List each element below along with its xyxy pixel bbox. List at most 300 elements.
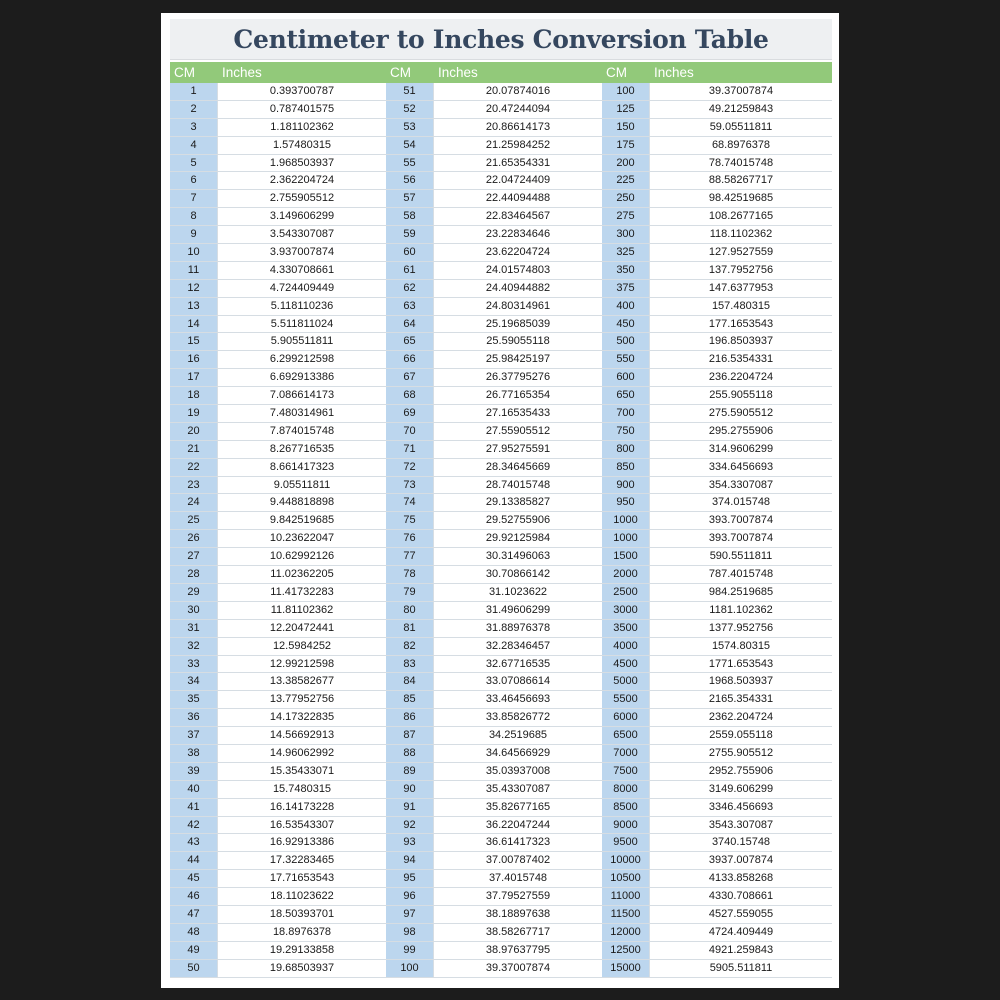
table-row — [170, 906, 386, 924]
cm-cell: 73 — [386, 477, 434, 494]
inches-cell: 68.8976378 — [650, 137, 832, 154]
cm-cell: 34 — [170, 673, 218, 690]
inches-cell: 38.18897638 — [434, 906, 602, 923]
table-row — [170, 226, 386, 244]
inches-cell: 4.724409449 — [218, 280, 386, 297]
table-row — [602, 906, 832, 924]
table-row — [386, 870, 602, 888]
inches-cell: 30.70866142 — [434, 566, 602, 583]
table-row — [602, 745, 832, 763]
table-row — [386, 477, 602, 495]
table-row — [386, 494, 602, 512]
inches-cell: 33.85826772 — [434, 709, 602, 726]
table-row — [170, 477, 386, 495]
column-header — [386, 62, 602, 83]
table-row — [170, 333, 386, 351]
inches-cell: 17.71653543 — [218, 870, 386, 887]
inches-cell: 36.22047244 — [434, 817, 602, 834]
table-row — [386, 566, 602, 584]
cm-cell: 83 — [386, 656, 434, 673]
table-row — [602, 512, 832, 530]
table-row — [170, 691, 386, 709]
cm-cell: 7500 — [602, 763, 650, 780]
inches-cell: 18.11023622 — [218, 888, 386, 905]
table-row — [602, 459, 832, 477]
cm-cell: 66 — [386, 351, 434, 368]
cm-cell: 43 — [170, 834, 218, 851]
table-row — [170, 888, 386, 906]
table-row — [386, 441, 602, 459]
cm-cell: 13 — [170, 298, 218, 315]
table-row — [386, 620, 602, 638]
inches-cell: 393.7007874 — [650, 530, 832, 547]
cm-cell: 5000 — [602, 673, 650, 690]
cm-cell: 72 — [386, 459, 434, 476]
inches-cell: 3543.307087 — [650, 817, 832, 834]
inches-cell: 13.77952756 — [218, 691, 386, 708]
cm-cell: 63 — [386, 298, 434, 315]
cm-cell: 375 — [602, 280, 650, 297]
table-row — [602, 709, 832, 727]
cm-cell: 550 — [602, 351, 650, 368]
table-row — [602, 888, 832, 906]
table-row — [602, 190, 832, 208]
inches-cell: 1771.653543 — [650, 656, 832, 673]
table-row — [602, 924, 832, 942]
cm-cell: 65 — [386, 333, 434, 350]
cm-cell: 29 — [170, 584, 218, 601]
inches-cell: 18.50393701 — [218, 906, 386, 923]
inches-cell: 5.118110236 — [218, 298, 386, 315]
inches-cell: 3149.606299 — [650, 781, 832, 798]
inches-cell: 10.62992126 — [218, 548, 386, 565]
inches-cell: 4724.409449 — [650, 924, 832, 941]
column-group-1 — [170, 62, 386, 978]
inches-cell: 334.6456693 — [650, 459, 832, 476]
inches-cell: 25.19685039 — [434, 316, 602, 333]
table-row — [170, 548, 386, 566]
inches-cell: 14.56692913 — [218, 727, 386, 744]
table-row — [602, 942, 832, 960]
table-row — [386, 387, 602, 405]
cm-cell: 9 — [170, 226, 218, 243]
inches-cell: 0.393700787 — [218, 83, 386, 100]
cm-cell: 200 — [602, 155, 650, 172]
inches-cell: 36.61417323 — [434, 834, 602, 851]
cm-cell: 87 — [386, 727, 434, 744]
inches-cell: 118.1102362 — [650, 226, 832, 243]
cm-cell: 92 — [386, 817, 434, 834]
table-row — [170, 280, 386, 298]
table-row — [386, 834, 602, 852]
table-row — [170, 834, 386, 852]
table-row — [170, 638, 386, 656]
cm-cell: 5500 — [602, 691, 650, 708]
table-row — [170, 387, 386, 405]
inches-cell: 19.68503937 — [218, 960, 386, 977]
inches-cell: 2755.905512 — [650, 745, 832, 762]
table-row — [386, 423, 602, 441]
inches-cell: 15.35433071 — [218, 763, 386, 780]
inches-cell: 374.015748 — [650, 494, 832, 511]
table-row — [386, 155, 602, 173]
cm-cell: 30 — [170, 602, 218, 619]
inches-cell: 295.2755906 — [650, 423, 832, 440]
cm-cell: 8000 — [602, 781, 650, 798]
inches-cell: 35.43307087 — [434, 781, 602, 798]
table-row — [386, 244, 602, 262]
cm-cell: 41 — [170, 799, 218, 816]
inches-cell: 10.23622047 — [218, 530, 386, 547]
table-row — [602, 119, 832, 137]
cm-cell: 91 — [386, 799, 434, 816]
table-row — [170, 351, 386, 369]
cm-cell: 2000 — [602, 566, 650, 583]
cm-cell: 12500 — [602, 942, 650, 959]
inches-cell: 13.38582677 — [218, 673, 386, 690]
cm-cell: 17 — [170, 369, 218, 386]
header-inches: Inches — [222, 65, 262, 80]
table-row — [170, 244, 386, 262]
table-row — [386, 852, 602, 870]
inches-cell: 14.17322835 — [218, 709, 386, 726]
table-row — [386, 190, 602, 208]
cm-cell: 5 — [170, 155, 218, 172]
table-row — [602, 333, 832, 351]
cm-cell: 31 — [170, 620, 218, 637]
table-row — [386, 298, 602, 316]
table-row — [386, 888, 602, 906]
cm-cell: 84 — [386, 673, 434, 690]
table-row — [602, 262, 832, 280]
table-row — [170, 799, 386, 817]
inches-cell: 2.362204724 — [218, 172, 386, 189]
cm-cell: 70 — [386, 423, 434, 440]
table-row — [386, 280, 602, 298]
inches-cell: 147.6377953 — [650, 280, 832, 297]
inches-cell: 39.37007874 — [434, 960, 602, 977]
table-row — [602, 638, 832, 656]
cm-cell: 1500 — [602, 548, 650, 565]
inches-cell: 108.2677165 — [650, 208, 832, 225]
cm-cell: 650 — [602, 387, 650, 404]
inches-cell: 1968.503937 — [650, 673, 832, 690]
header-cm: CM — [390, 65, 411, 80]
cm-cell: 3 — [170, 119, 218, 136]
cm-cell: 25 — [170, 512, 218, 529]
cm-cell: 7 — [170, 190, 218, 207]
cm-cell: 9500 — [602, 834, 650, 851]
cm-cell: 74 — [386, 494, 434, 511]
cm-cell: 45 — [170, 870, 218, 887]
cm-cell: 81 — [386, 620, 434, 637]
cm-cell: 36 — [170, 709, 218, 726]
table-row — [386, 763, 602, 781]
cm-cell: 38 — [170, 745, 218, 762]
inches-cell: 590.5511811 — [650, 548, 832, 565]
cm-cell: 11 — [170, 262, 218, 279]
table-row — [602, 208, 832, 226]
inches-cell: 24.80314961 — [434, 298, 602, 315]
inches-cell: 18.8976378 — [218, 924, 386, 941]
inches-cell: 5905.511811 — [650, 960, 832, 977]
table-row — [386, 602, 602, 620]
inches-cell: 23.62204724 — [434, 244, 602, 261]
inches-cell: 8.267716535 — [218, 441, 386, 458]
table-row — [170, 369, 386, 387]
inches-cell: 33.46456693 — [434, 691, 602, 708]
cm-cell: 97 — [386, 906, 434, 923]
table-row — [170, 405, 386, 423]
inches-cell: 314.9606299 — [650, 441, 832, 458]
inches-cell: 984.2519685 — [650, 584, 832, 601]
cm-cell: 78 — [386, 566, 434, 583]
cm-cell: 99 — [386, 942, 434, 959]
cm-cell: 3500 — [602, 620, 650, 637]
inches-cell: 35.82677165 — [434, 799, 602, 816]
cm-cell: 6 — [170, 172, 218, 189]
table-row — [602, 387, 832, 405]
conversion-table — [170, 62, 832, 978]
cm-cell: 6500 — [602, 727, 650, 744]
cm-cell: 14 — [170, 316, 218, 333]
table-row — [386, 351, 602, 369]
cm-cell: 2 — [170, 101, 218, 118]
table-row — [602, 441, 832, 459]
table-row — [602, 870, 832, 888]
table-row — [386, 226, 602, 244]
inches-cell: 787.4015748 — [650, 566, 832, 583]
inches-cell: 32.28346457 — [434, 638, 602, 655]
inches-cell: 1181.102362 — [650, 602, 832, 619]
table-row — [170, 620, 386, 638]
inches-cell: 49.21259843 — [650, 101, 832, 118]
inches-cell: 98.42519685 — [650, 190, 832, 207]
inches-cell: 78.74015748 — [650, 155, 832, 172]
table-row — [386, 405, 602, 423]
inches-cell: 11.41732283 — [218, 584, 386, 601]
cm-cell: 50 — [170, 960, 218, 977]
table-row — [170, 459, 386, 477]
inches-cell: 3.543307087 — [218, 226, 386, 243]
cm-cell: 79 — [386, 584, 434, 601]
inches-cell: 9.05511811 — [218, 477, 386, 494]
table-row — [602, 423, 832, 441]
table-row — [602, 799, 832, 817]
table-row — [602, 280, 832, 298]
inches-cell: 39.37007874 — [650, 83, 832, 100]
cm-cell: 89 — [386, 763, 434, 780]
inches-cell: 2.755905512 — [218, 190, 386, 207]
inches-cell: 26.77165354 — [434, 387, 602, 404]
cm-cell: 10500 — [602, 870, 650, 887]
table-row — [170, 673, 386, 691]
cm-cell: 85 — [386, 691, 434, 708]
table-row — [386, 781, 602, 799]
table-row — [602, 298, 832, 316]
table-row — [386, 942, 602, 960]
inches-cell: 5.511811024 — [218, 316, 386, 333]
inches-cell: 236.2204724 — [650, 369, 832, 386]
inches-cell: 6.692913386 — [218, 369, 386, 386]
cm-cell: 900 — [602, 477, 650, 494]
table-row — [386, 673, 602, 691]
cm-cell: 20 — [170, 423, 218, 440]
inches-cell: 22.44094488 — [434, 190, 602, 207]
table-row — [386, 208, 602, 226]
column-header — [602, 62, 832, 83]
inches-cell: 29.92125984 — [434, 530, 602, 547]
cm-cell: 10000 — [602, 852, 650, 869]
cm-cell: 56 — [386, 172, 434, 189]
table-row — [602, 620, 832, 638]
cm-cell: 23 — [170, 477, 218, 494]
table-row — [386, 459, 602, 477]
table-row — [602, 817, 832, 835]
cm-cell: 11500 — [602, 906, 650, 923]
inches-cell: 4133.858268 — [650, 870, 832, 887]
table-row — [170, 656, 386, 674]
table-row — [602, 763, 832, 781]
cm-cell: 77 — [386, 548, 434, 565]
table-row — [170, 566, 386, 584]
cm-cell: 500 — [602, 333, 650, 350]
inches-cell: 20.07874016 — [434, 83, 602, 100]
cm-cell: 600 — [602, 369, 650, 386]
cm-cell: 850 — [602, 459, 650, 476]
cm-cell: 6000 — [602, 709, 650, 726]
table-row — [170, 602, 386, 620]
cm-cell: 90 — [386, 781, 434, 798]
cm-cell: 175 — [602, 137, 650, 154]
table-row — [602, 656, 832, 674]
conversion-sheet — [161, 13, 839, 988]
table-row — [170, 137, 386, 155]
table-row — [170, 852, 386, 870]
table-row — [170, 870, 386, 888]
inches-cell: 22.83464567 — [434, 208, 602, 225]
cm-cell: 39 — [170, 763, 218, 780]
table-row — [170, 101, 386, 119]
table-row — [386, 262, 602, 280]
inches-cell: 37.00787402 — [434, 852, 602, 869]
cm-cell: 32 — [170, 638, 218, 655]
inches-cell: 29.13385827 — [434, 494, 602, 511]
inches-cell: 3740.15748 — [650, 834, 832, 851]
inches-cell: 16.14173228 — [218, 799, 386, 816]
header-inches: Inches — [438, 65, 478, 80]
table-row — [602, 727, 832, 745]
table-row — [386, 727, 602, 745]
table-row — [386, 137, 602, 155]
inches-cell: 30.31496063 — [434, 548, 602, 565]
cm-cell: 12000 — [602, 924, 650, 941]
cm-cell: 40 — [170, 781, 218, 798]
cm-cell: 67 — [386, 369, 434, 386]
header-cm: CM — [606, 65, 627, 80]
inches-cell: 34.2519685 — [434, 727, 602, 744]
inches-cell: 177.1653543 — [650, 316, 832, 333]
inches-cell: 1.181102362 — [218, 119, 386, 136]
table-row — [602, 83, 832, 101]
inches-cell: 216.5354331 — [650, 351, 832, 368]
inches-cell: 34.64566929 — [434, 745, 602, 762]
table-row — [602, 244, 832, 262]
table-row — [170, 262, 386, 280]
cm-cell: 53 — [386, 119, 434, 136]
inches-cell: 31.49606299 — [434, 602, 602, 619]
cm-cell: 15 — [170, 333, 218, 350]
table-row — [170, 83, 386, 101]
inches-cell: 32.67716535 — [434, 656, 602, 673]
cm-cell: 55 — [386, 155, 434, 172]
cm-cell: 9000 — [602, 817, 650, 834]
table-row — [602, 852, 832, 870]
column-header — [170, 62, 386, 83]
cm-cell: 49 — [170, 942, 218, 959]
cm-cell: 1000 — [602, 530, 650, 547]
inches-cell: 2952.755906 — [650, 763, 832, 780]
cm-cell: 96 — [386, 888, 434, 905]
cm-cell: 24 — [170, 494, 218, 511]
cm-cell: 2500 — [602, 584, 650, 601]
cm-cell: 18 — [170, 387, 218, 404]
table-row — [170, 942, 386, 960]
cm-cell: 46 — [170, 888, 218, 905]
cm-cell: 26 — [170, 530, 218, 547]
cm-cell: 37 — [170, 727, 218, 744]
inches-cell: 25.59055118 — [434, 333, 602, 350]
cm-cell: 3000 — [602, 602, 650, 619]
cm-cell: 11000 — [602, 888, 650, 905]
inches-cell: 196.8503937 — [650, 333, 832, 350]
table-row — [602, 781, 832, 799]
inches-cell: 1574.80315 — [650, 638, 832, 655]
cm-cell: 54 — [386, 137, 434, 154]
table-row — [602, 834, 832, 852]
table-row — [170, 924, 386, 942]
cm-cell: 51 — [386, 83, 434, 100]
cm-cell: 8500 — [602, 799, 650, 816]
column-group-2 — [386, 62, 602, 978]
inches-cell: 11.02362205 — [218, 566, 386, 583]
cm-cell: 98 — [386, 924, 434, 941]
cm-cell: 76 — [386, 530, 434, 547]
inches-cell: 2362.204724 — [650, 709, 832, 726]
inches-cell: 7.874015748 — [218, 423, 386, 440]
title-bar — [170, 19, 832, 60]
cm-cell: 750 — [602, 423, 650, 440]
cm-cell: 325 — [602, 244, 650, 261]
table-row — [386, 548, 602, 566]
inches-cell: 35.03937008 — [434, 763, 602, 780]
cm-cell: 58 — [386, 208, 434, 225]
cm-cell: 400 — [602, 298, 650, 315]
table-row — [602, 673, 832, 691]
cm-cell: 47 — [170, 906, 218, 923]
cm-cell: 94 — [386, 852, 434, 869]
inches-cell: 7.480314961 — [218, 405, 386, 422]
table-row — [602, 530, 832, 548]
inches-cell: 23.22834646 — [434, 226, 602, 243]
table-row — [386, 172, 602, 190]
cm-cell: 71 — [386, 441, 434, 458]
cm-cell: 10 — [170, 244, 218, 261]
cm-cell: 48 — [170, 924, 218, 941]
cm-cell: 60 — [386, 244, 434, 261]
cm-cell: 52 — [386, 101, 434, 118]
cm-cell: 22 — [170, 459, 218, 476]
